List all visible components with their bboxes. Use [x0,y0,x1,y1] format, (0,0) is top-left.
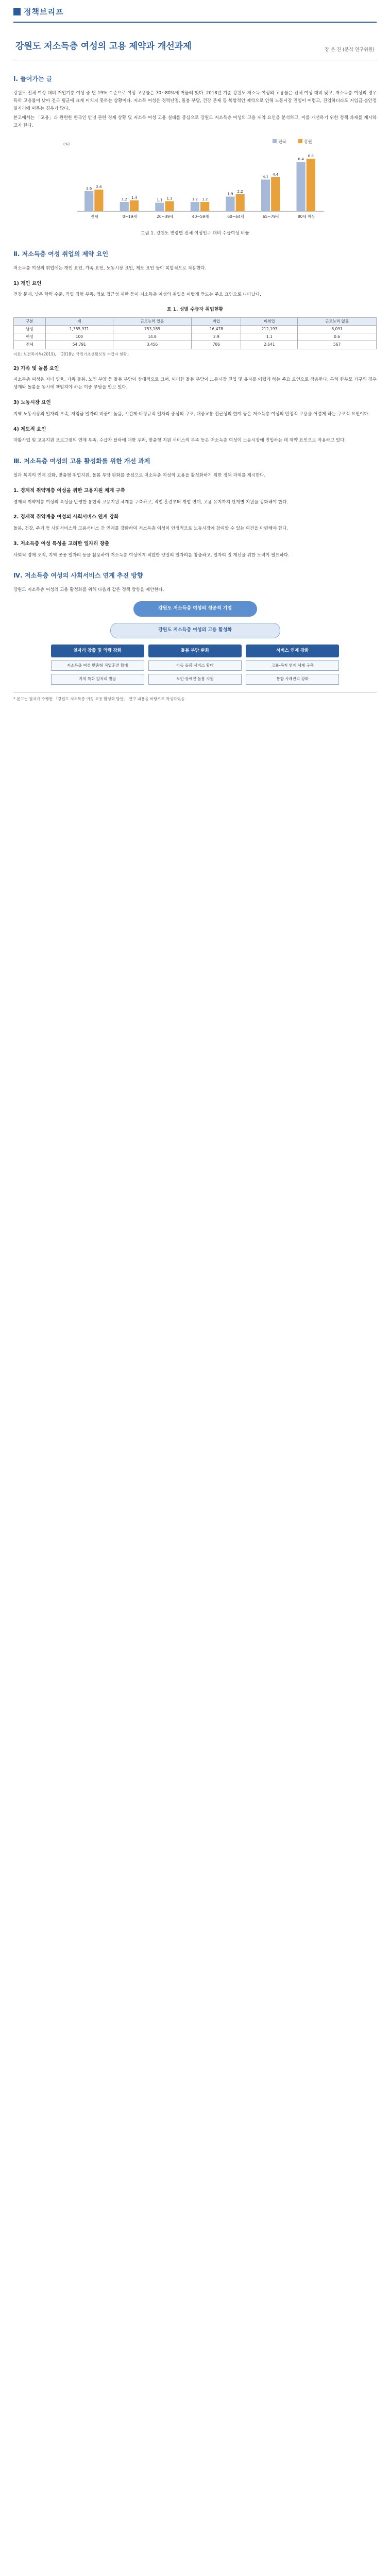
table-cell: 16,478 [192,326,241,333]
bar-value-label: 1.2 [121,197,127,202]
table-cell: 8,091 [298,326,377,333]
x-tick-label: 60~64세 [227,214,244,219]
bar-value-label: 1.2 [192,197,198,202]
section-2-sub-3-para: 지역 노동시장의 일자리 부족, 저임금 일자리 비중이 높음, 시간제·비정규직 일자리 중심의 구조, 대중교통 접근성의 한계 등은 저소득층 여성의 안정적 고용을 어렵게 하는 구조적 요인이다. [13,411,370,417]
table-cell: 1,355,971 [46,326,113,333]
table-cell: 3,456 [113,341,192,349]
bar-value-label: 4.4 [272,173,278,177]
section-4-lead: 강원도 저소득층 여성의 고용 활성화를 위해 다음과 같은 정책 방향을 제안한다. [13,587,164,593]
bar-value-label: 4.1 [262,175,268,179]
bar [235,194,244,211]
section-2-sub-4-para: 자활사업 및 고용지원 프로그램의 연계 부족, 수급자 탈락에 대한 우려, 맞춤형 지원 서비스의 부족 등은 저소득층 여성이 노동시장에 진입하는 데 제약 요인으로 작용하고 있다. [13,438,346,444]
bar-chart [61,136,329,227]
legend-label: 전국 [278,139,286,144]
table-head-cell: 구분 [14,318,46,326]
bar-value-label: 6.8 [308,154,314,159]
table-cell: 567 [298,341,377,349]
section-1-para-2: 본고에서는 「고용」과 관련한 한국인 안녕 관련 경제 상황 및 저소득 여성 고용 실태를 중심으로 강원도 저소득층 여성의 고용 제약 요인을 분석하고, 이를 개선하기 위한 정책 과제를 제시하고자 한다. [13,115,377,129]
bar [296,162,305,211]
bar-value-label: 2.6 [86,187,92,191]
table-cell: 14.8 [113,333,192,341]
bar-value-label: 2.8 [95,185,101,190]
section-3-sub-3-para: 사회적 경제 조직, 지역 공공 일자리 등을 활용하여 저소득층 여성에게 적합한 양질의 일자리를 창출하고, 일자리 질 개선을 위한 노력이 필요하다. [13,552,290,558]
section-2-sub-4: 4) 제도적 요인 [13,426,46,432]
table-cell: 2,641 [241,341,298,349]
table-cell: 100 [46,333,113,341]
bar [129,200,138,211]
diagram-item: 고용-복지 연계 체계 구축 [246,660,339,671]
employment-table [13,317,377,349]
section-2-sub-1: 1) 개인 요인 [13,280,42,286]
section-1-para-1: 강원도 전체 여성 대비 저인기층 여성 중 단 19% 수준으로 여성 고용률은 70~80%에 머물러 있다. 2018년 기준 강원도 저소득 여성의 고용률은 전체 여성 대비 낮고, 저소득층 여성의 경우 특히 고용률이 낮아 전국 평균에 크게 미치지 못하는 상황이다. 저소득 여성은 경력단절, 돌봄 부담, 건강 문제 등 복합적인 제약으로 인해 노동시장 진입이 어렵고, 진입하더라도 저임금·불안정 일자리에 머무는 경우가 많다. [13,90,377,111]
section-3-sub-1-para: 경제적 취약계층 여성의 특성을 반영한 통합적 고용지원 체계를 구축하고, 직업 훈련부터 취업 연계, 고용 유지까지 단계별 지원을 강화해야 한다. [13,499,288,505]
legend-swatch [298,139,302,143]
legend-label: 강원 [303,139,312,144]
table-source: 자료: 보건복지부(2019), 「2018년 국민기초생활보장 수급자 현황」 [13,351,131,357]
diagram-item: 아동 돌봄 서비스 확대 [148,660,242,671]
section-3-sub-2: 2. 경제적 취약계층 여성의 사회서비스 연계 강화 [13,514,119,520]
doc-title: 강원도 저소득층 여성의 고용 제약과 개선과제 [15,41,192,52]
y-axis-label: (%) [63,142,70,147]
x-tick-label: 80세 이상 [297,214,315,219]
bar [165,201,174,212]
diagram-column [246,645,339,685]
table-cell: 753,189 [113,326,192,333]
diagram-item: 통합 사례관리 강화 [246,674,339,685]
bar-value-label: 1.9 [227,192,233,196]
diagram-column-head: 서비스 연계 강화 [246,645,339,657]
x-tick-label: 65~79세 [262,214,279,219]
bar-value-label: 6.4 [298,157,304,162]
table-row [14,326,377,333]
diagram-column [51,645,144,685]
bar [94,190,103,211]
table-row [14,341,377,349]
bar [200,202,209,211]
diagram-column-head: 돌봄 부담 완화 [148,645,242,657]
bar [120,202,128,211]
section-3-sub-1: 1. 경제적 취약계층 여성을 위한 고용지원 체계 구축 [13,487,125,494]
table-cell: 전체 [14,341,46,349]
section-2-heading: Ⅱ. 저소득층 여성 취업의 제약 요인 [13,250,109,258]
title-block [13,23,377,60]
table-head-cell: 취업 [192,318,241,326]
x-tick-label: 전체 [90,214,98,219]
bar-value-label: 1.2 [201,197,208,202]
bar-value-label: 2.2 [237,190,243,194]
diagram-column [148,645,242,685]
table-head-cell: 계 [46,318,113,326]
table-cell: 1.1 [241,333,298,341]
policy-diagram [51,601,340,684]
table-title: 표 1. 성별 수급자 취업현황 [166,307,224,313]
section-4-heading: Ⅳ. 저소득층 여성의 사회서비스 연계 추진 방향 [13,572,143,580]
table-cell: 212,193 [241,326,298,333]
table-cell: 남성 [14,326,46,333]
table-head-cell: 근로능력 없음 [298,318,377,326]
table-cell: 2.9 [192,333,241,341]
table-header-row [14,318,377,326]
chart-caption: 그림 1. 강원도 연령별 전체 여성인구 대비 수급여성 비율 [141,231,249,236]
section-3-heading: Ⅲ. 저소득층 여성의 고용 활성화를 위한 개선 과제 [13,457,150,465]
section-2-sub-2-para: 저소득층 여성은 자녀 양육, 가족 돌봄, 노인 부양 등 돌봄 부담이 상대적으로 크며, 이러한 돌봄 부담이 노동시장 진입 및 유지를 어렵게 하는 주요 요인으로 작용한다. 특히 한부모 가구의 경우 생계와 돌봄을 동시에 책임져야 하는 이중 부담을 안고 있다. [13,377,377,391]
section-2-sub-3: 3) 노동시장 요인 [13,400,51,405]
bar-value-label: 1.1 [156,198,162,202]
bar [190,202,199,211]
diagram-item: 노인·장애인 돌봄 지원 [148,674,242,685]
table-head-cell: 근로능력 있음 [113,318,192,326]
diagram-column-head: 일자리 창출 및 역량 강화 [51,645,144,657]
x-tick-label: 0~19세 [122,214,137,219]
section-1-heading: Ⅰ. 들어가는 글 [13,75,53,82]
brand-square-icon [13,8,21,15]
table-cell: 여성 [14,333,46,341]
table-row [14,333,377,341]
bar-value-label: 1.4 [131,196,137,200]
table-head-cell: 미취업 [241,318,298,326]
diagram-vision: 강원도 저소득층 여성의 성공적 기업 [133,601,257,617]
x-tick-label: 20~39세 [156,214,174,219]
footnote: * 본고는 필자가 수행한 「강원도 저소득층 여성 고용 활성화 방안」 연구 내용을 바탕으로 작성하였음. [13,692,377,702]
table-cell: 54,791 [46,341,113,349]
section-2-lead: 저소득층 여성의 취업에는 개인 요인, 가족 요인, 노동시장 요인, 제도 요인 등이 복합적으로 작용한다. [13,265,207,271]
brand [13,5,63,19]
section-3-sub-2-para: 돌봄, 건강, 주거 등 사회서비스와 고용서비스 간 연계를 강화하여 저소득층 여성이 안정적으로 노동시장에 참여할 수 있는 여건을 마련해야 한다. [13,526,288,531]
bar [84,191,93,211]
legend-swatch [273,139,277,143]
header-bar [13,0,377,23]
diagram-goal: 강원도 저소득층 여성의 고용 활성화 [110,623,280,638]
table-cell: 0.6 [298,333,377,341]
diagram-item: 지역 특화 일자리 발굴 [51,674,144,685]
section-2-sub-2: 2) 가족 및 돌봄 요인 [13,365,59,371]
table-cell: 786 [192,341,241,349]
author: 장 은 진 (분석 연구위원) [325,47,375,53]
bar-value-label: 1.3 [166,196,173,201]
brand-label: 정책브리프 [24,7,64,16]
bar [226,197,234,212]
diagram-item: 저소득층 여성 맞춤형 직업훈련 확대 [51,660,144,671]
bar [306,159,315,211]
bar [261,180,269,212]
section-3-sub-3: 3. 저소득층 여성 특성을 고려한 일자리 창출 [13,540,110,547]
x-tick-label: 40~59세 [192,214,209,219]
bar [271,177,280,211]
section-2-sub-1-para: 건강 문제, 낮은 학력 수준, 직업 경험 부족, 정보 접근성 제한 등이 저소득층 여성의 취업을 어렵게 만드는 주요 요인으로 나타났다. [13,292,261,298]
section-3-lead: 일과 복지의 연계 강화, 맞춤형 취업지원, 돌봄 부담 완화를 중심으로 저소득층 여성의 고용을 활성화하기 위한 정책 과제를 제시한다. [13,473,266,478]
bar [155,203,164,212]
diagram-strategy-row [51,645,340,685]
bar-chart-svg [61,136,329,224]
